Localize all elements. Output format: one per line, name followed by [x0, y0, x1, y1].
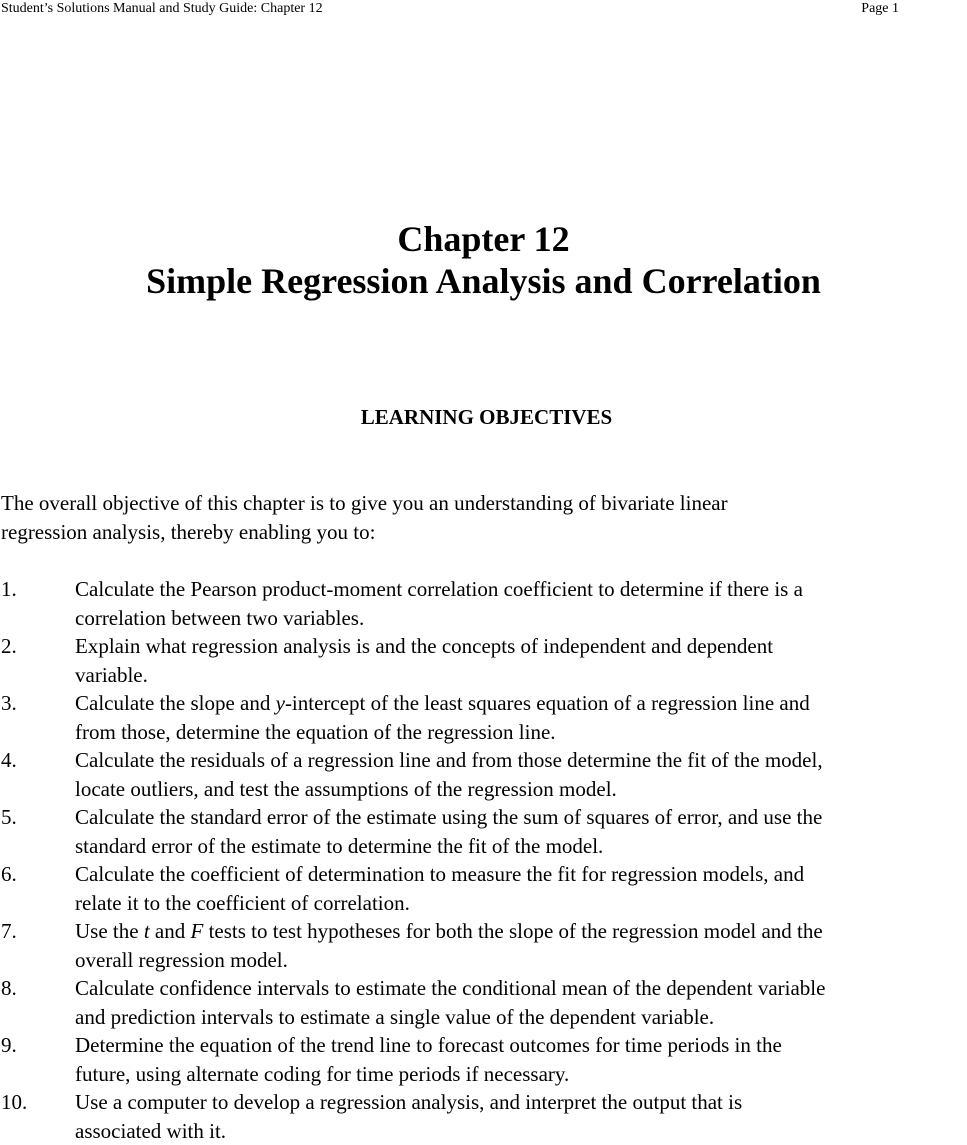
objective-text-part: and — [150, 919, 191, 943]
objective-number: 6. — [1, 860, 17, 889]
objective-text — [75, 917, 967, 946]
objective-number: 7. — [1, 917, 17, 946]
objective-text-part: tests to test hypotheses for both the slope of the regression model and the — [203, 919, 822, 943]
objective-text-part: -intercept of the least squares equation of a regression line and — [285, 691, 810, 715]
objective-text — [75, 689, 967, 718]
objective-number: 8. — [1, 974, 17, 1003]
objective-number: 2. — [1, 632, 17, 661]
chapter-name: Simple Regression Analysis and Correlation — [0, 260, 967, 302]
objective-text: Calculate the standard error of the estimate using the sum of squares of error, and use the — [75, 803, 967, 832]
objective-text-continued: standard error of the estimate to determine the fit of the model. — [75, 832, 967, 861]
objective-item — [0, 803, 967, 860]
objective-text-continued: and prediction intervals to estimate a single value of the dependent variable. — [75, 1003, 967, 1032]
objectives-list — [0, 575, 967, 1145]
objective-item — [0, 917, 967, 974]
variable-t: t — [144, 919, 150, 943]
objective-text: Calculate confidence intervals to estimate the conditional mean of the dependent variable — [75, 974, 967, 1003]
objective-text-continued: correlation between two variables. — [75, 604, 967, 633]
objective-number: 9. — [1, 1031, 17, 1060]
objective-text: Explain what regression analysis is and the concepts of independent and dependent — [75, 632, 967, 661]
objective-number: 4. — [1, 746, 17, 775]
objective-item — [0, 974, 967, 1031]
objective-text-continued: variable. — [75, 661, 967, 690]
objective-text: Use a computer to develop a regression analysis, and interpret the output that is — [75, 1088, 967, 1117]
objective-number: 3. — [1, 689, 17, 718]
objective-text-part: Calculate the slope and — [75, 691, 276, 715]
page-number: Page 1 — [861, 0, 899, 18]
objective-number: 10. — [1, 1088, 27, 1117]
objective-number: 1. — [1, 575, 17, 604]
learning-objectives-heading: LEARNING OBJECTIVES — [0, 403, 967, 431]
objective-item — [0, 689, 967, 746]
variable-f: F — [191, 919, 204, 943]
objective-text: Calculate the residuals of a regression line and from those determine the fit of the model, — [75, 746, 967, 775]
objective-text: Determine the equation of the trend line to forecast outcomes for time periods in the — [75, 1031, 967, 1060]
running-header — [0, 0, 967, 20]
objective-item — [0, 860, 967, 917]
objective-item — [0, 1031, 967, 1088]
objective-text-continued: associated with it. — [75, 1117, 967, 1145]
intro-line-2: regression analysis, thereby enabling you to: — [1, 520, 375, 544]
objective-text-continued: from those, determine the equation of the regression line. — [75, 718, 967, 747]
objective-text-continued: future, using alternate coding for time periods if necessary. — [75, 1060, 967, 1089]
objective-number: 5. — [1, 803, 17, 832]
chapter-number: Chapter 12 — [0, 218, 967, 260]
header-title: Student’s Solutions Manual and Study Guide: Chapter 12 — [1, 0, 323, 18]
objective-item — [0, 746, 967, 803]
objective-text-continued: locate outliers, and test the assumptions of the regression model. — [75, 775, 967, 804]
objective-text-part: Use the — [75, 919, 144, 943]
objective-text-continued: overall regression model. — [75, 946, 967, 975]
variable-y: y — [276, 691, 285, 715]
objective-item — [0, 632, 967, 689]
objective-text-continued: relate it to the coefficient of correlation. — [75, 889, 967, 918]
objective-item — [0, 575, 967, 632]
intro-paragraph — [1, 489, 941, 546]
intro-line-1: The overall objective of this chapter is to give you an understanding of bivariate linear — [1, 491, 728, 515]
objective-text: Calculate the Pearson product-moment correlation coefficient to determine if there is a — [75, 575, 967, 604]
objective-text: Calculate the coefficient of determination to measure the fit for regression models, and — [75, 860, 967, 889]
objective-item — [0, 1088, 967, 1145]
